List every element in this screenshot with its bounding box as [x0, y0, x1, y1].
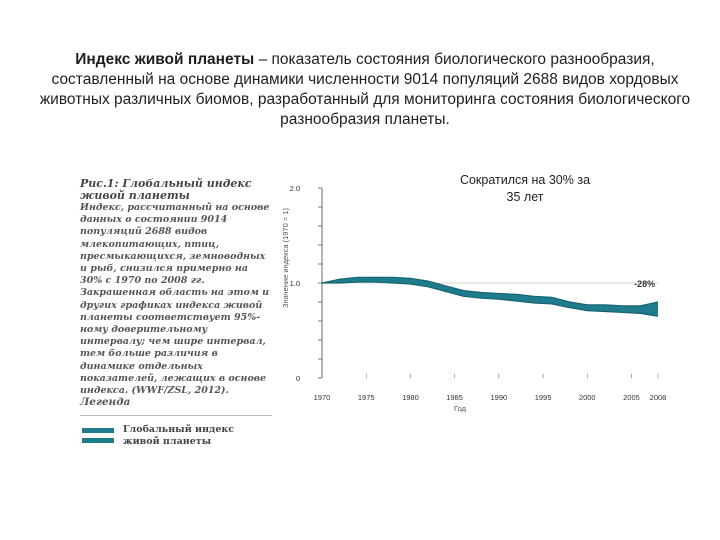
- living-planet-index-chart: [280, 178, 680, 418]
- legend-swatch-lower: [82, 438, 114, 443]
- y-axis-title: Значение индекса (1970 = 1): [281, 208, 290, 308]
- x-tick-label: 2000: [578, 393, 596, 402]
- y-tick-label: 1.0: [289, 279, 300, 288]
- x-tick-label: 1970: [313, 393, 331, 402]
- slide-heading-bold: Индекс живой планеты: [75, 51, 255, 68]
- legend-label: Глобальный индекс живой планеты: [123, 424, 235, 447]
- x-tick-label: 1975: [357, 393, 375, 402]
- y-tick-label: 0: [295, 374, 300, 383]
- slide-heading-text: – показатель состояния биологического разнообразия, составленный на основе динамики численности 9014 популяций 2688 видов хордовых животных различных биомов, разработанный для мониторинга состояния биологического разнообразия планеты.: [39, 51, 691, 128]
- slide-description: [30, 50, 700, 130]
- x-tick-label: 1995: [534, 393, 552, 402]
- x-tick-label: 2005: [623, 393, 640, 402]
- figure-caption-panel: [80, 178, 272, 397]
- y-tick-label: 2.0: [289, 184, 300, 193]
- decline-callout: Сократился на 30% за 35 лет: [459, 173, 591, 204]
- legend-divider: [80, 415, 272, 416]
- figure-caption: Индекс, рассчитанный на основе данных о состоянии 9014 популяций 2688 видов млекопитающих, птиц, пресмыкающихся, земноводных и рыб, снизился примерно на 30% с 1970 по 2008 гг. Закрашенная область на этом и других графиках индекса живой планеты соответствует 95%-ному доверительному интервалу; чем шире интервал, тем больше различия в динамике отдельных показателей, лежащих в основе индекса. (WWF/ZSL, 2012).: [80, 202, 270, 397]
- x-tick-label: 1990: [490, 393, 508, 402]
- legend-swatch-upper: [82, 428, 114, 433]
- x-tick-label: 1980: [402, 393, 419, 402]
- x-axis-title: Год: [454, 404, 466, 413]
- change-annotation: -28%: [634, 278, 656, 289]
- figure-title: Рис.1: Глобальный индекс живой планеты: [80, 177, 252, 202]
- lower-bound-line: [322, 282, 658, 316]
- legend-title: Легенда: [80, 396, 131, 408]
- x-tick-label: 2008: [649, 393, 667, 402]
- x-tick-label: 1985: [446, 393, 463, 402]
